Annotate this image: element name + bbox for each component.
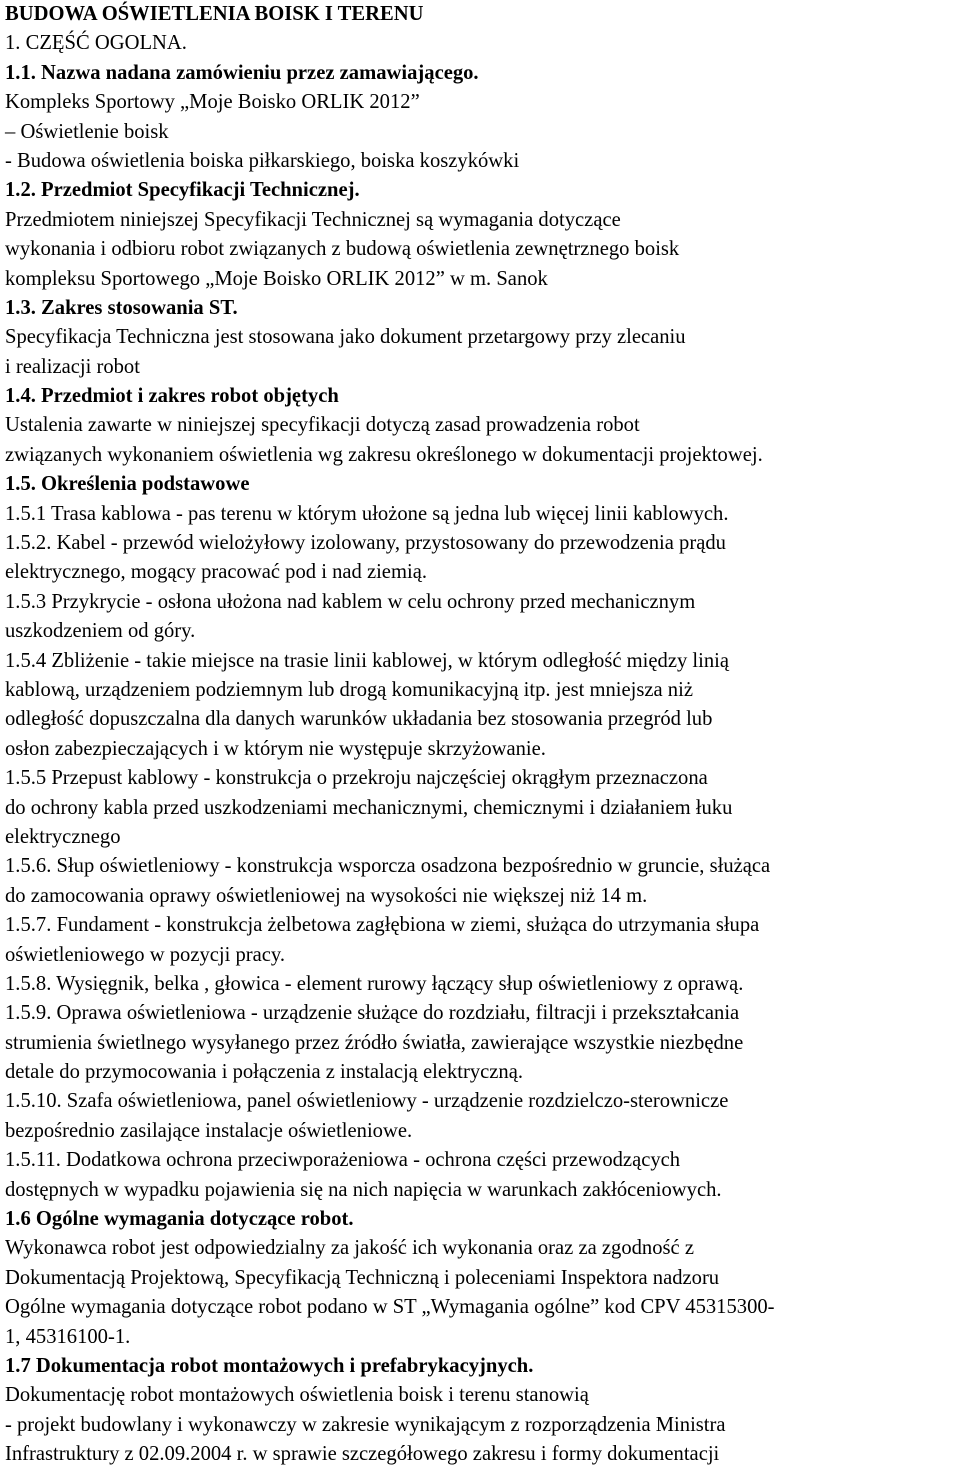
text-line: kablową, urządzeniem podziemnym lub drogą komunikacyjną itp. jest mniejsza niż — [5, 678, 693, 701]
section-heading: 1.7 Dokumentacja robot montażowych i prefabrykacyjnych. — [5, 1354, 534, 1377]
text-line: - Budowa oświetlenia boiska piłkarskiego, boiska koszykówki — [5, 149, 520, 172]
text-line: do ochrony kabla przed uszkodzeniami mechanicznymi, chemicznymi i działaniem łuku — [5, 796, 733, 819]
text-line: 1.5.9. Oprawa oświetleniowa - urządzenie służące do rozdziału, filtracji i przekształcania — [5, 1002, 740, 1025]
text-line: Specyfikacja Techniczna jest stosowana jako dokument przetargowy przy zlecaniu — [5, 326, 686, 349]
text-line: 1.5.11. Dodatkowa ochrona przeciwporażeniowa - ochrona części przewodzących — [5, 1149, 681, 1172]
text-line: Kompleks Sportowy „Moje Boisko ORLIK 2012” — [5, 91, 420, 114]
text-line: elektrycznego — [5, 825, 121, 848]
text-line: dostępnych w wypadku pojawienia się na nich napięcia w warunkach zakłóceniowych. — [5, 1178, 722, 1201]
text-line: strumienia świetlnego wysyłanego przez źródło światła, zawierające wszystkie niezbędne — [5, 1031, 744, 1054]
text-line: Infrastruktury z 02.09.2004 r. w sprawie szczegółowego zakresu i formy dokumentacji — [5, 1443, 720, 1466]
text-line: oświetleniowego w pozycji pracy. — [5, 943, 286, 966]
section-heading: 1.4. Przedmiot i zakres robot objętych — [5, 385, 339, 408]
section-heading: 1.2. Przedmiot Specyfikacji Technicznej. — [5, 179, 360, 202]
text-line: bezpośrednio zasilające instalacje oświetleniowe. — [5, 1119, 413, 1142]
text-line: Dokumentacją Projektową, Specyfikacją Techniczną i poleceniami Inspektora nadzoru — [5, 1266, 720, 1289]
text-line: elektrycznego, mogący pracować pod i nad ziemią. — [5, 561, 427, 584]
text-line: 1, 45316100-1. — [5, 1325, 131, 1348]
text-line: 1.5.6. Słup oświetleniowy - konstrukcja wsporcza osadzona bezpośrednio w gruncie, służąca — [5, 855, 771, 878]
section-heading: 1.6 Ogólne wymagania dotyczące robot. — [5, 1208, 354, 1231]
text-line: Ustalenia zawarte w niniejszej specyfikacji dotyczą zasad prowadzenia robot — [5, 414, 640, 437]
text-line: Ogólne wymagania dotyczące robot podano w ST „Wymagania ogólne” kod CPV 45315300- — [5, 1296, 775, 1319]
text-line: 1. CZĘŚĆ OGOLNA. — [5, 32, 187, 55]
section-heading: 1.5. Określenia podstawowe — [5, 473, 250, 496]
text-line: 1.5.2. Kabel - przewód wielożyłowy izolowany, przystosowany do przewodzenia prądu — [5, 532, 726, 555]
text-line: 1.5.10. Szafa oświetleniowa, panel oświetleniowy - urządzenie rozdzielczo-sterownicze — [5, 1090, 729, 1113]
text-line: 1.5.7. Fundament - konstrukcja żelbetowa zagłębiona w ziemi, służąca do utrzymania słupa — [5, 914, 760, 937]
text-line: Przedmiotem niniejszej Specyfikacji Technicznej są wymagania dotyczące — [5, 208, 621, 231]
section-heading: BUDOWA OŚWIETLENIA BOISK I TERENU — [5, 3, 424, 25]
text-line: 1.5.5 Przepust kablowy - konstrukcja o przekroju najczęściej okrągłym przeznaczona — [5, 767, 708, 790]
text-line: wykonania i odbioru robot związanych z budową oświetlenia zewnętrznego boisk — [5, 238, 680, 261]
text-line: związanych wykonaniem oświetlenia wg zakresu określonego w dokumentacji projektowej. — [5, 443, 763, 466]
text-line: 1.5.8. Wysięgnik, belka , głowica - element rurowy łączący słup oświetleniowy z oprawą. — [5, 972, 744, 995]
text-line: Wykonawca robot jest odpowiedzialny za jakość ich wykonania oraz za zgodność z — [5, 1237, 694, 1260]
text-line: i realizacji robot — [5, 355, 140, 378]
document-page — [5, 0, 957, 1470]
text-line: osłon zabezpieczających i w którym nie występuje skrzyżowanie. — [5, 737, 546, 760]
text-line: 1.5.1 Trasa kablowa - pas terenu w którym ułożone są jedna lub więcej linii kablowych. — [5, 502, 729, 525]
text-line: 1.5.3 Przykrycie - osłona ułożona nad kablem w celu ochrony przed mechanicznym — [5, 590, 696, 613]
section-heading: 1.1. Nazwa nadana zamówieniu przez zamawiającego. — [5, 61, 479, 84]
text-line: 1.5.4 Zbliżenie - takie miejsce na trasie linii kablowej, w którym odległość między linią — [5, 649, 730, 672]
text-line: odległość dopuszczalna dla danych warunków układania bez stosowania przegród lub — [5, 708, 713, 731]
section-heading: 1.3. Zakres stosowania ST. — [5, 296, 238, 319]
text-line: detale do przymocowania i połączenia z instalacją elektryczną. — [5, 1061, 524, 1084]
text-line: - projekt budowlany i wykonawczy w zakresie wynikającym z rozporządzenia Ministra — [5, 1413, 726, 1436]
text-line: Dokumentację robot montażowych oświetlenia boisk i terenu stanowią — [5, 1384, 589, 1407]
text-line: do zamocowania oprawy oświetleniowej na wysokości nie większej niż 14 m. — [5, 884, 648, 907]
text-line: kompleksu Sportowego „Moje Boisko ORLIK 2012” w m. Sanok — [5, 267, 548, 290]
text-line: – Oświetlenie boisk — [5, 120, 169, 143]
text-line: uszkodzeniem od góry. — [5, 620, 196, 643]
